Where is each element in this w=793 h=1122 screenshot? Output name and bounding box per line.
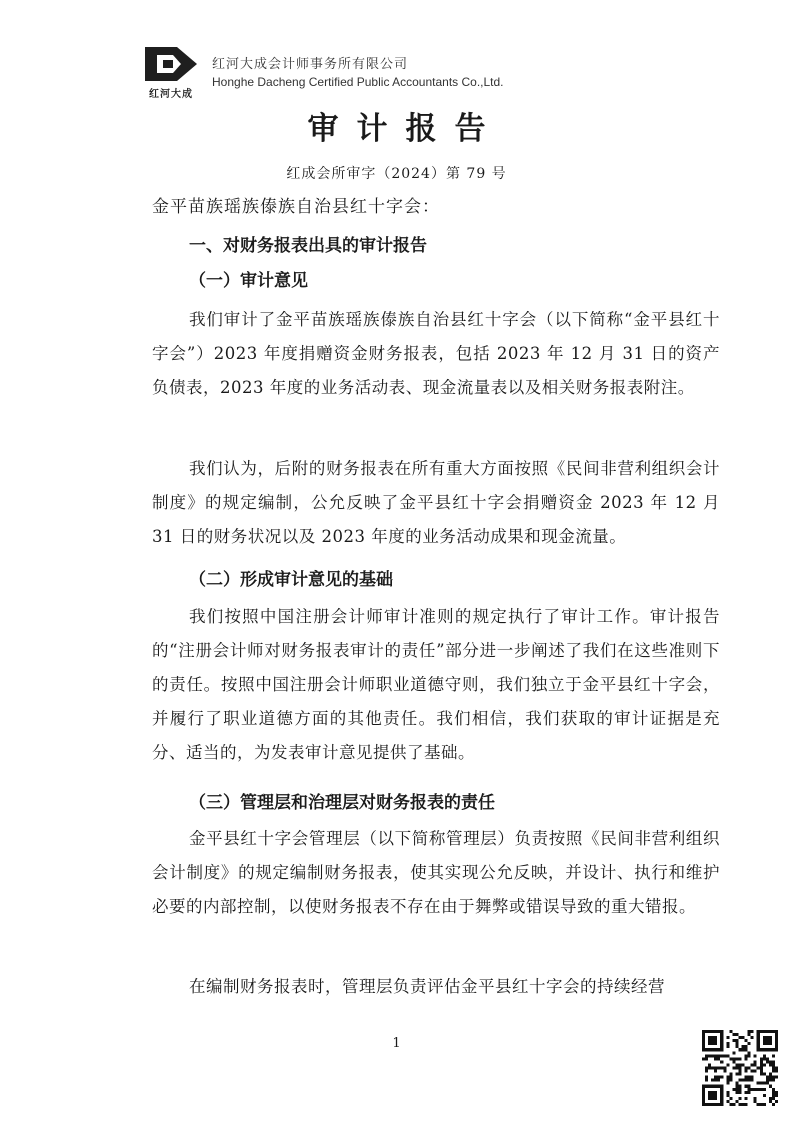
paragraph-basis: 我们按照中国注册会计师审计准则的规定执行了审计工作。审计报告的“注册会计师对财务报表审计的责任”部分进一步阐述了我们在这些准则下的责任。按照中国注册会计师职业道德守则，我们独立于金平县红十字会，并履行了职业道德方面的其他责任。我们相信，我们获取的审计证据是充分、适当的，为发表审计意见提供了基础。 [152, 607, 720, 762]
section-heading-1: 一、对财务报表出具的审计报告 [189, 236, 427, 256]
firm-name-cn: 红河大成会计师事务所有限公司 [212, 57, 409, 72]
paragraph-audit-scope: 我们审计了金平苗族瑶族傣族自治县红十字会（以下简称“金平县红十字会”）2023 年度捐赠资金财务报表，包括 2023 年 12 月 31 日的资产负债表，2023 年度的业务活动表、现金流量表以及相关财务报表附注。 [152, 310, 720, 397]
subsection-heading-audit-opinion: （一）审计意见 [189, 271, 308, 291]
subsection-heading-management-responsibility: （三）管理层和治理层对财务报表的责任 [189, 793, 495, 813]
paragraph-management-responsibility: 金平县红十字会管理层（以下简称管理层）负责按照《民间非营利组织会计制度》的规定编制财务报表，使其实现公允反映，并设计、执行和维护必要的内部控制，以使财务报表不存在由于舞弊或错误导致的重大错报。 [152, 829, 720, 916]
page-number: 1 [392, 1036, 401, 1051]
firm-logo-mark-icon [143, 45, 199, 83]
firm-logo [143, 45, 199, 100]
reference-number: 红成会所审字（2024）第 79 号 [286, 166, 507, 182]
logo-text: 红河大成 [149, 89, 193, 100]
firm-name-block [212, 53, 504, 89]
firm-name-en: Honghe Dacheng Certified Public Accountants Co.,Ltd. [212, 75, 504, 89]
report-title: 审计报告 [307, 111, 504, 147]
paragraph-going-concern: 在编制财务报表时，管理层负责评估金平县红十字会的持续经营 [189, 977, 665, 996]
paragraph-audit-opinion: 我们认为，后附的财务报表在所有重大方面按照《民间非营利组织会计制度》的规定编制，公允反映了金平县红十字会捐赠资金 2023 年 12 月 31 日的财务状况以及 2023 年度的业务活动成果和现金流量。 [152, 459, 720, 546]
subsection-heading-basis: （二）形成审计意见的基础 [189, 570, 393, 590]
qr-code-icon [702, 1030, 778, 1106]
addressee: 金平苗族瑶族傣族自治县红十字会： [152, 197, 440, 217]
